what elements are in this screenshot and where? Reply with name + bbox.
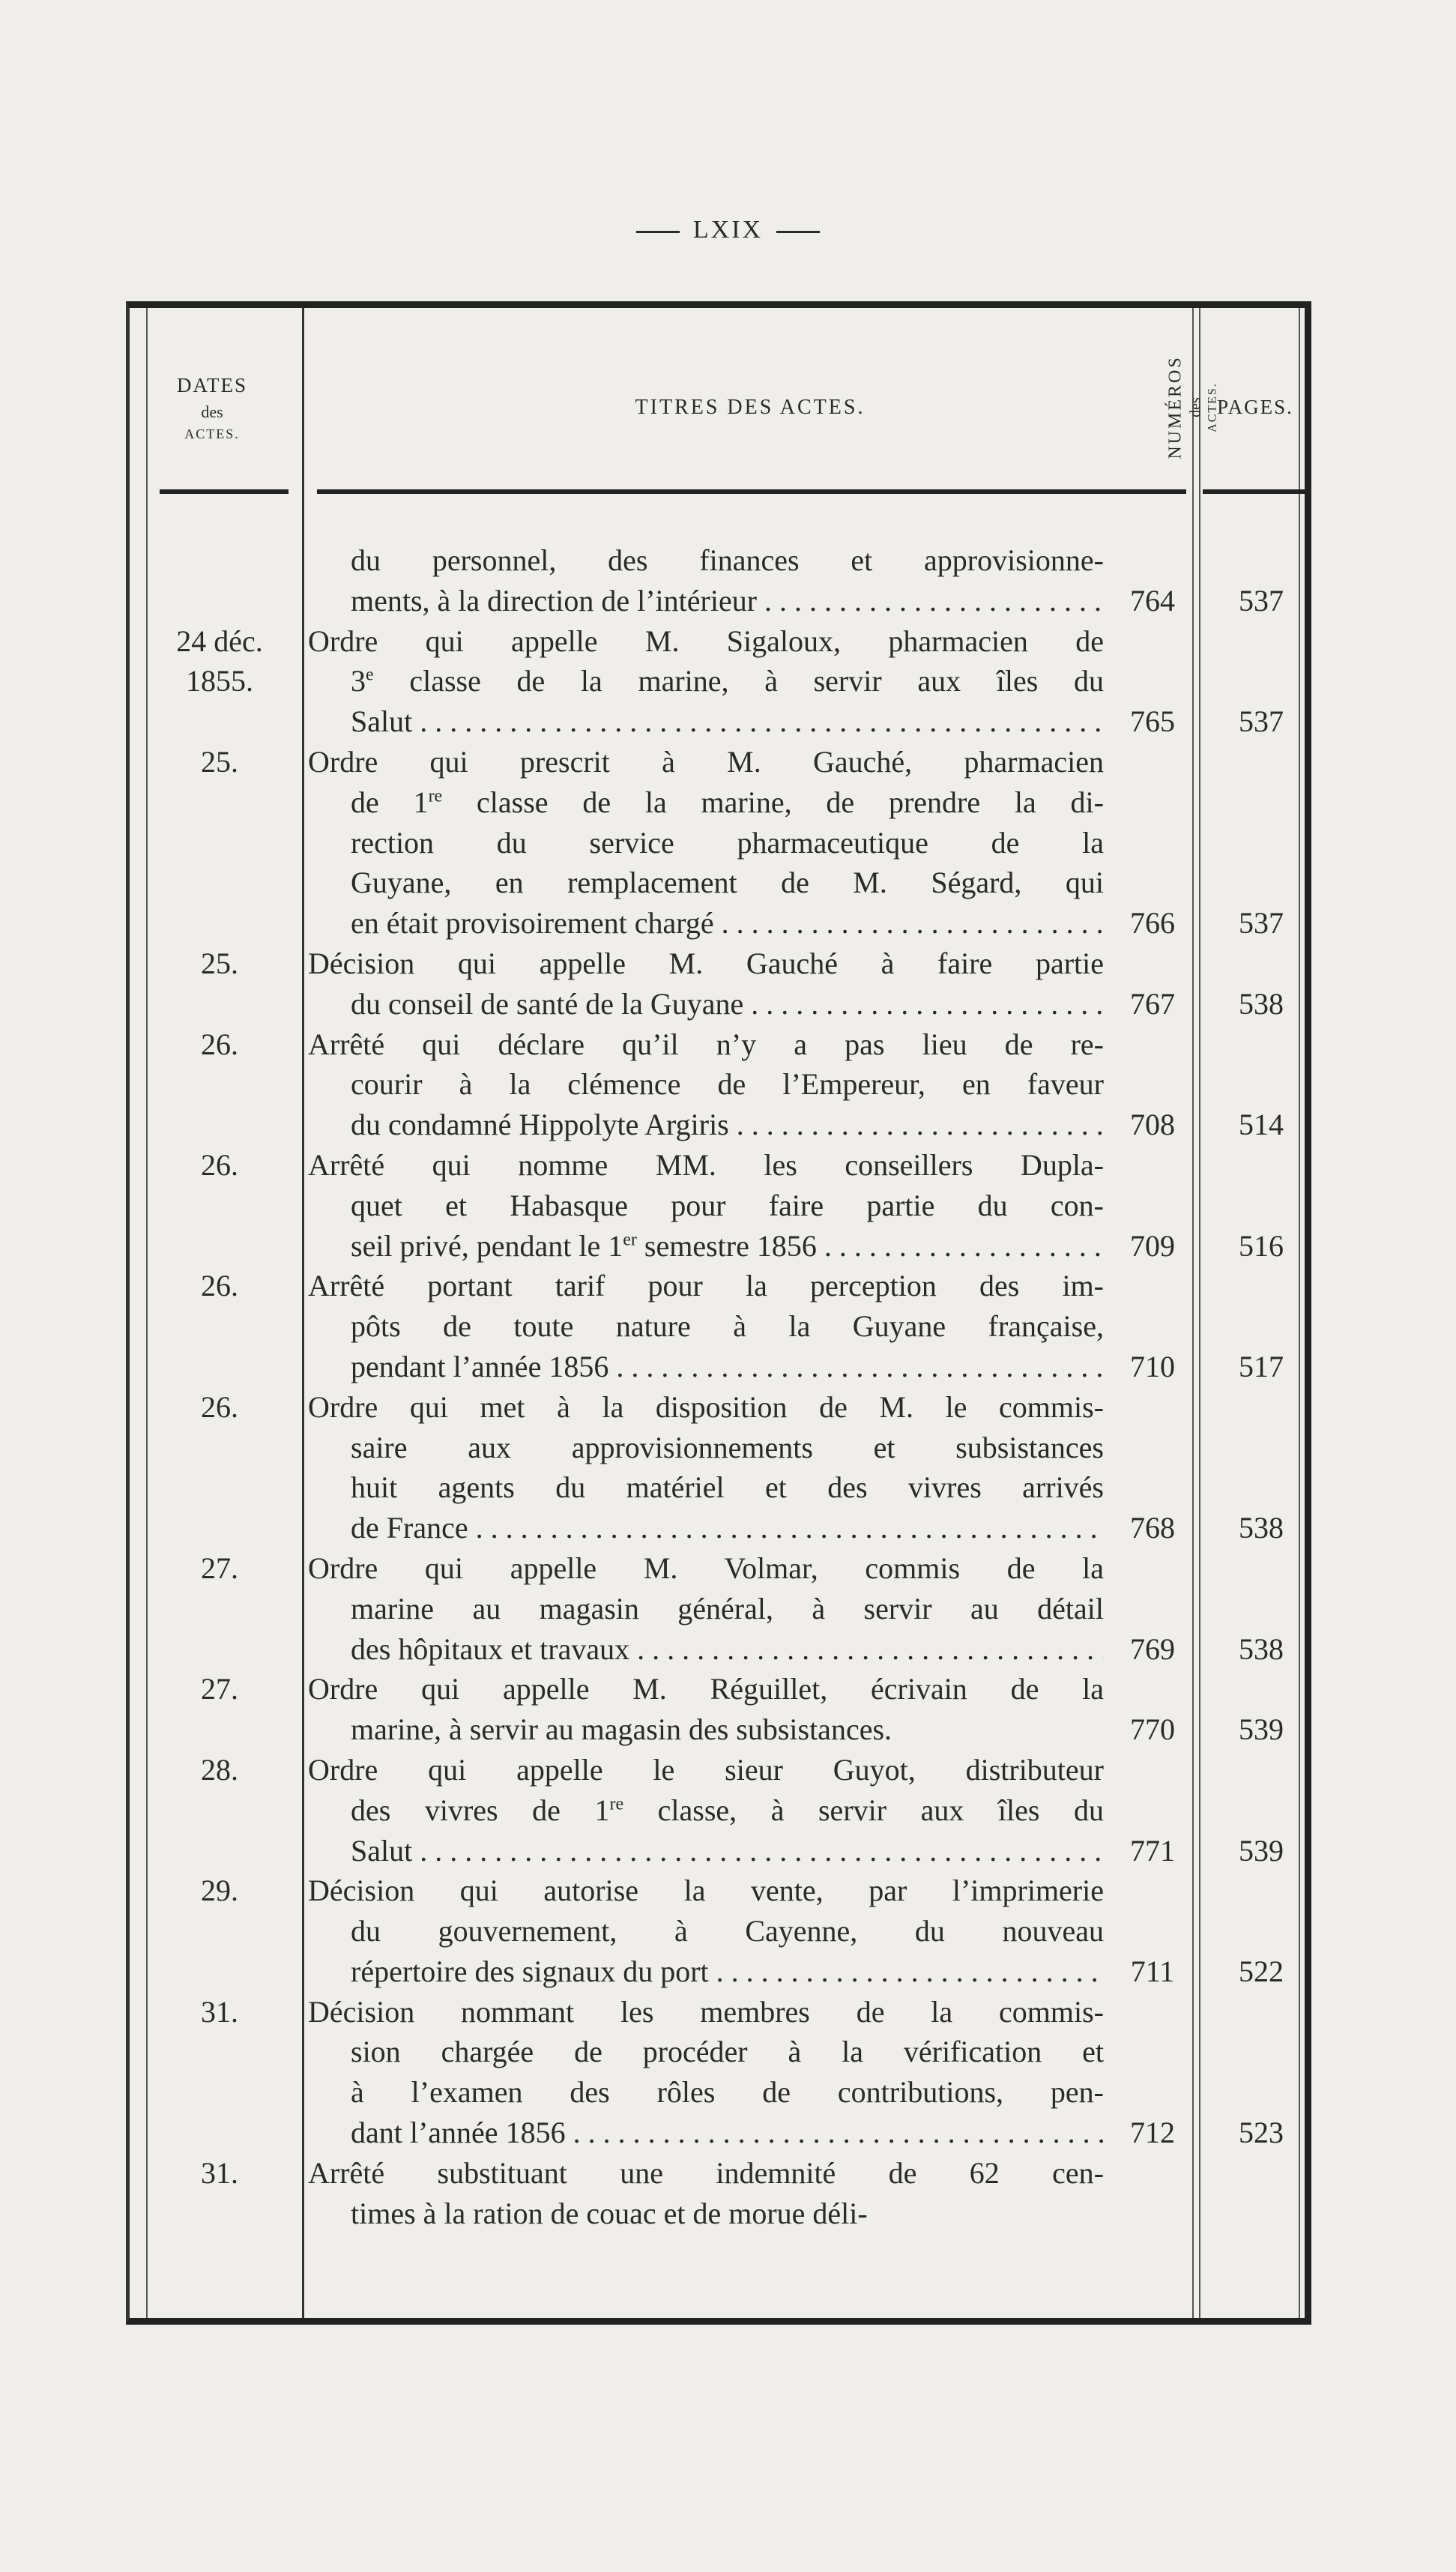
entry-numero: 770: [1130, 1712, 1175, 1747]
entry-line: [130, 581, 1305, 621]
entry-line: [130, 1548, 1305, 1589]
entry-numero: 765: [1130, 704, 1175, 739]
entry-line: [130, 1306, 1305, 1347]
entry-title-text: des hôpitaux et travaux . . .: [351, 1629, 1104, 1670]
entry-numero: 769: [1130, 1631, 1175, 1666]
entry-title-text: courir à la clémence de l’Empereur, en faveur: [351, 1067, 1104, 1102]
entry-title-text: Ordre qui met à la disposition de M. le commis-: [308, 1389, 1104, 1424]
column-header-pages: PAGES.: [1217, 396, 1293, 418]
column-header-dates-line3: ACTES.: [184, 426, 240, 441]
column-header-dates: [137, 338, 287, 477]
entry-page: 538: [1239, 1631, 1284, 1666]
entry-line: [130, 1347, 1305, 1387]
entry-page: 517: [1239, 1349, 1284, 1383]
entry-title-text: du personnel, des finances et approvisionne-: [351, 543, 1104, 577]
entry-date: 24 déc.: [176, 624, 263, 658]
column-header-titles: TITRES DES ACTES.: [635, 395, 866, 419]
entry-title-text: Décision nommant les membres de la commis-: [308, 1994, 1104, 2029]
entry-title-text: saire aux approvisionnements et subsistances: [351, 1430, 1104, 1464]
entry-line: [130, 742, 1305, 782]
entry-line: [130, 903, 1305, 944]
entry-line: [130, 1709, 1305, 1750]
entry-title-text: de France . . .: [351, 1508, 1104, 1548]
entry-title-text: ments, à la direction de l’intérieur . . .: [351, 581, 1104, 621]
entry-page: 537: [1239, 906, 1284, 941]
entry-numero: 708: [1130, 1108, 1175, 1142]
entry-title-text: Décision qui autorise la vente, par l’imprimerie: [308, 1874, 1104, 1908]
header-rule-numeros: [1203, 489, 1308, 494]
entry-title-text: Ordre qui appelle le sieur Guyot, distributeur: [308, 1752, 1104, 1787]
entry-date: 25.: [201, 744, 238, 779]
index-table: [126, 301, 1311, 2325]
ordinal-suffix: e: [366, 665, 374, 686]
entry-line: [130, 782, 1305, 823]
entry-line: [130, 1387, 1305, 1428]
entry-line: [130, 1024, 1305, 1065]
entry-title-text: seil privé, pendant le 1er semestre 1856 . . .: [351, 1226, 1104, 1267]
entry-title-text: Décision qui appelle M. Gauché à faire partie: [308, 946, 1104, 980]
entry-line: [130, 1064, 1305, 1105]
column-header-numeros-line2: des: [1187, 397, 1204, 417]
entry-title-text: 3e classe de la marine, à servir aux îles du: [351, 664, 1104, 698]
entry-numero: 712: [1130, 2116, 1175, 2150]
entry-title-text: des vivres de 1re classe, à servir aux îles du: [351, 1793, 1104, 1827]
entry-page: 539: [1239, 1833, 1284, 1868]
entry-date: 29.: [201, 1874, 238, 1908]
ordinal-suffix: er: [623, 1230, 637, 1250]
entry-line: [130, 944, 1305, 984]
entry-title-text: en était provisoirement chargé . . .: [351, 903, 1104, 944]
entry-date: 27.: [201, 1551, 238, 1585]
entry-numero: 764: [1130, 583, 1175, 618]
header-rule-dates: [160, 489, 289, 494]
entry-title-text: marine, à servir au magasin des subsistances.: [351, 1712, 892, 1747]
entry-title-text: quet et Habasque pour faire partie du con-: [351, 1188, 1104, 1222]
entry-line: [130, 2113, 1305, 2153]
entry-line: [130, 701, 1305, 742]
entry-title-text: Arrêté substituant une indemnité de 62 cen-: [308, 2155, 1104, 2190]
entry-title-text: de 1re classe de la marine, de prendre la di-: [351, 785, 1104, 819]
entry-page: 537: [1239, 704, 1284, 739]
entry-line: [130, 540, 1305, 581]
entry-page: 538: [1239, 1511, 1284, 1545]
header-rule-titles: [317, 489, 1186, 494]
entry-line: [130, 863, 1305, 903]
entry-title-text: du gouvernement, à Cayenne, du nouveau: [351, 1914, 1104, 1948]
entry-title-text: pendant l’année 1856 . . .: [351, 1347, 1104, 1387]
column-header-dates-line2: des: [201, 402, 223, 422]
column-header-numeros-line3: ACTES.: [1206, 382, 1219, 432]
entry-page: 537: [1239, 583, 1284, 618]
entry-title-text: times à la ration de couac et de morue déli-: [351, 2196, 868, 2230]
header-dash-right: [776, 231, 820, 233]
entry-page: 523: [1239, 2116, 1284, 2150]
column-header-dates-line1: DATES: [176, 373, 247, 396]
entry-line: [130, 1992, 1305, 2032]
entry-line: [130, 2153, 1305, 2194]
entry-numero: 709: [1130, 1228, 1175, 1263]
entry-numero: 766: [1130, 906, 1175, 941]
ordinal-suffix: re: [428, 786, 443, 806]
entry-date: 28.: [201, 1752, 238, 1787]
entry-line: [130, 1186, 1305, 1226]
entry-list: [130, 540, 1305, 2233]
entry-line: [130, 621, 1305, 662]
entry-line: [130, 1226, 1305, 1267]
entry-page: 522: [1239, 1954, 1284, 1988]
entry-title-text: sion chargée de procéder à la vérification et: [351, 2035, 1104, 2069]
entry-line: [130, 1790, 1305, 1831]
entry-line: [130, 1831, 1305, 1871]
entry-line: [130, 2032, 1305, 2072]
entry-line: [130, 1145, 1305, 1186]
page-header: [0, 216, 1456, 244]
entry-title-text: Ordre qui appelle M. Réguillet, écrivain de la: [308, 1672, 1104, 1706]
entry-line: [130, 823, 1305, 863]
entry-title-text: du conseil de santé de la Guyane . . .: [351, 984, 1104, 1024]
entry-date: 1855.: [186, 664, 253, 698]
entry-line: [130, 1911, 1305, 1951]
entry-line: [130, 1428, 1305, 1468]
entry-line: [130, 1871, 1305, 1911]
entry-title-text: du condamné Hippolyte Argiris . . .: [351, 1105, 1104, 1145]
ordinal-suffix: re: [609, 1794, 624, 1814]
entry-date: 31.: [201, 2155, 238, 2190]
entry-line: [130, 1508, 1305, 1548]
entry-title-text: huit agents du matériel et des vivres arrivés: [351, 1470, 1104, 1505]
entry-date: 25.: [201, 946, 238, 980]
column-header-numeros-line1: NUMÉROS: [1165, 355, 1185, 459]
entry-line: [130, 984, 1305, 1024]
entry-page: 516: [1239, 1228, 1284, 1263]
entry-page: 538: [1239, 986, 1284, 1021]
entry-title-text: pôts de toute nature à la Guyane française,: [351, 1309, 1104, 1344]
entry-numero: 710: [1130, 1349, 1175, 1383]
entry-title-text: Salut . . .: [351, 1831, 1104, 1871]
entry-line: [130, 1951, 1305, 1992]
entry-numero: 711: [1130, 1954, 1175, 1988]
entry-numero: 768: [1130, 1511, 1175, 1545]
entry-title-text: Ordre qui appelle M. Sigaloux, pharmacien de: [308, 624, 1104, 658]
entry-title-text: Ordre qui prescrit à M. Gauché, pharmacien: [308, 744, 1104, 779]
entry-date: 26.: [201, 1389, 238, 1424]
entry-title-text: répertoire des signaux du port . . .: [351, 1951, 1104, 1992]
entry-line: [130, 1589, 1305, 1629]
header-dash-left: [636, 231, 680, 233]
entry-date: 27.: [201, 1672, 238, 1706]
entry-title-text: Ordre qui appelle M. Volmar, commis de la: [308, 1551, 1104, 1585]
entry-title-text: Arrêté qui nomme MM. les conseillers Dupla-: [308, 1147, 1104, 1182]
entry-numero: 771: [1130, 1833, 1175, 1868]
entry-title-text: Arrêté portant tarif pour la perception des im-: [308, 1269, 1104, 1303]
entry-page: 539: [1239, 1712, 1284, 1747]
entry-title-text: Salut . . .: [351, 701, 1104, 742]
entry-title-text: dant l’année 1856 . . .: [351, 2113, 1104, 2153]
entry-line: [130, 1467, 1305, 1508]
entry-line: [130, 661, 1305, 701]
entry-line: [130, 1750, 1305, 1790]
entry-date: 26.: [201, 1027, 238, 1061]
entry-numero: 767: [1130, 986, 1175, 1021]
entry-line: [130, 1105, 1305, 1145]
entry-title-text: marine au magasin général, à servir au détail: [351, 1591, 1104, 1625]
entry-title-text: Arrêté qui déclare qu’il n’y a pas lieu de re-: [308, 1027, 1104, 1061]
entry-date: 31.: [201, 1994, 238, 2029]
entry-line: [130, 1629, 1305, 1670]
entry-date: 26.: [201, 1269, 238, 1303]
entry-page: 514: [1239, 1108, 1284, 1142]
entry-line: [130, 1266, 1305, 1306]
entry-title-text: à l’examen des rôles de contributions, pen-: [351, 2075, 1104, 2110]
entry-line: [130, 2072, 1305, 2113]
entry-title-text: rection du service pharmaceutique de la: [351, 825, 1104, 860]
entry-title-text: Guyane, en remplacement de M. Ségard, qui: [351, 866, 1104, 900]
entry-line: [130, 2194, 1305, 2234]
page-number: LXIX: [692, 216, 764, 244]
entry-line: [130, 1669, 1305, 1709]
entry-date: 26.: [201, 1147, 238, 1182]
